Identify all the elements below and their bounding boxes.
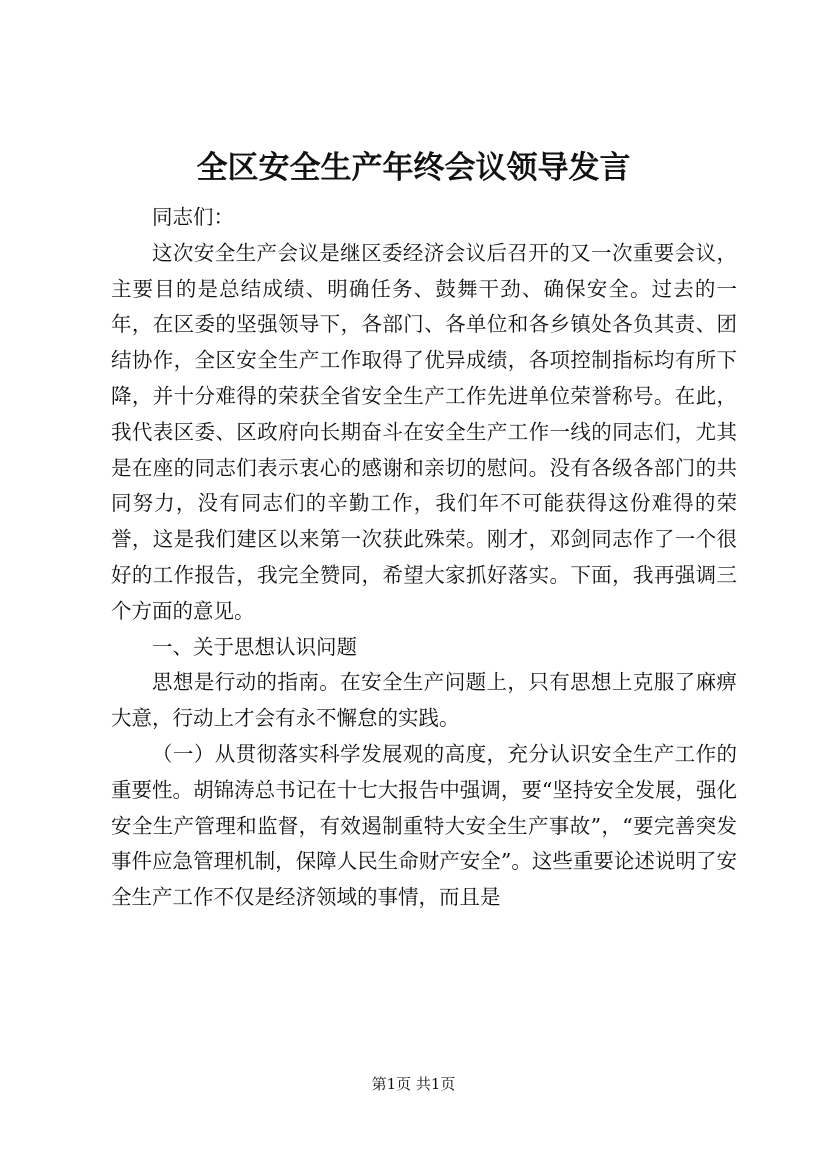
paragraph-2: 思想是行动的指南。在安全生产问题上，只有思想上克服了麻痹大意，行动上才会有永不懈怠的实践。 <box>111 670 737 731</box>
document-body <box>111 200 737 916</box>
paragraph-1: 这次安全生产会议是继区委经济会议后召开的又一次重要会议，主要目的是总结成绩、明确任务、鼓舞干劲、确保安全。过去的一年，在区委的坚强领导下，各部门、各单位和各乡镇处各负其责、团结协作，全区安全生产工作取得了优异成绩，各项控制指标均有所下降，并十分难得的荣获全省安全生产工作先进单位荣誉称号。在此，我代表区委、区政府向长期奋斗在安全生产工作一线的同志们，尤其是在座的同志们表示衷心的感谢和亲切的慰问。没有各级各部门的共同努力，没有同志们的辛勤工作，我们年不可能获得这份难得的荣誉，这是我们建区以来第一次获此殊荣。刚才，邓剑同志作了一个很好的工作报告，我完全赞同，希望大家抓好落实。下面，我再强调三个方面的意见。 <box>111 240 737 623</box>
page-footer: 第1页 共1页 <box>371 1075 456 1093</box>
paragraph-3: （一）从贯彻落实科学发展观的高度，充分认识安全生产工作的重要性。胡锦涛总书记在十七大报告中强调，要“坚持安全发展，强化安全生产管理和监督，有效遏制重特大安全生产事故”，“要完善突发事件应急管理机制，保障人民生命财产安全”。这些重要论述说明了安全生产工作不仅是经济领域的事情，而且是 <box>111 741 737 910</box>
section-heading-1: 一、关于思想认识问题 <box>152 634 357 659</box>
greeting: 同志们： <box>152 205 234 229</box>
document-title: 全区安全生产年终会议领导发言 <box>196 150 631 186</box>
